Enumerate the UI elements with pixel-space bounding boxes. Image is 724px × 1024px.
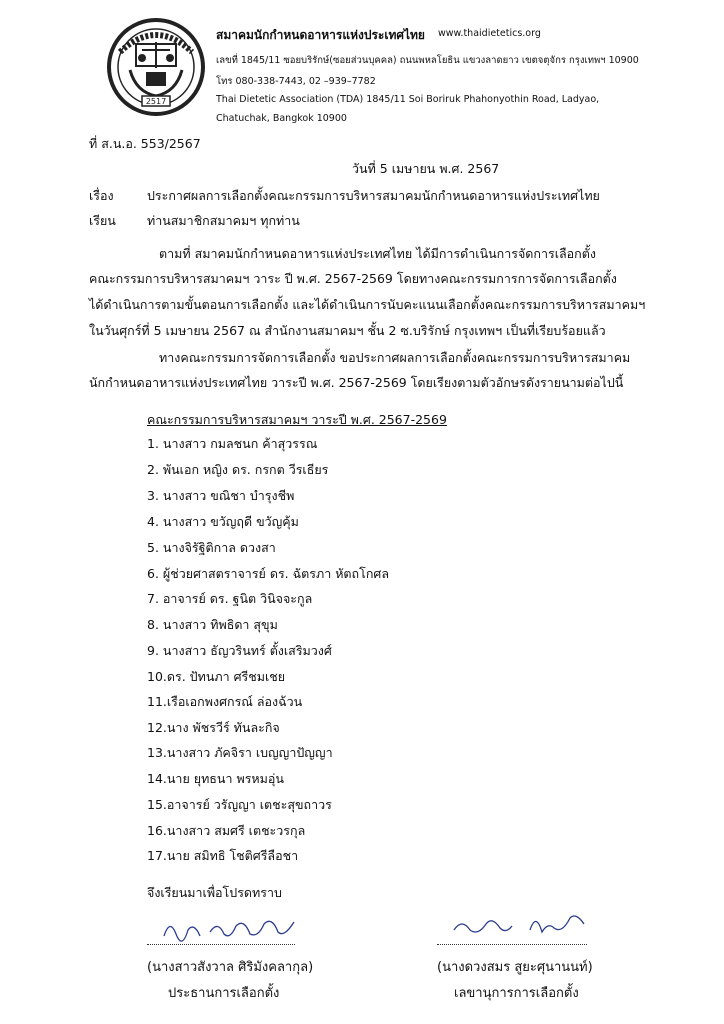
paragraph-1-line-3: ได้ดำเนินการตามขั้นตอนการเลือกตั้ง และได้ดำเนินการนับคะแนนเลือกตั้งคณะกรรมการบริหารสมาคมฯ xyxy=(89,297,646,312)
phone-number: โทร 080-338-7443, 02 –939–7782 xyxy=(216,76,376,87)
website-link[interactable]: www.thaidietetics.org xyxy=(438,28,541,39)
list-item: 14.นาย ยุทธนา พรหมอุ่น xyxy=(147,771,284,786)
reference-number: ที่ ส.น.อ. 553/2567 xyxy=(89,136,201,151)
closing-text: จึงเรียนมาเพื่อโปรดทราบ xyxy=(147,885,282,900)
paragraph-2-line-2: นักกำหนดอาหารแห่งประเทศไทย วาระปี พ.ศ. 2567-2569 โดยเรียงตามตัวอักษรดังรายนามต่อไปนี้ xyxy=(89,375,624,390)
list-item: 9. นางสาว ธัญวรินทร์ ตั้งเสริมวงศ์ xyxy=(147,643,332,658)
address-english-line-2: Chatuchak, Bangkok 10900 xyxy=(216,113,347,124)
paragraph-1-line-1: ตามที่ สมาคมนักกำหนดอาหารแห่งประเทศไทย ได้มีการดำเนินการจัดการเลือกตั้ง xyxy=(159,246,596,261)
org-name-thai: สมาคมนักกำหนดอาหารแห่งประเทศไทย xyxy=(216,28,425,42)
list-item: 12.นาง พัชรวีร์ ทันละกิจ xyxy=(147,720,280,735)
list-item: 4. นางสาว ขวัญฤดี ขวัญคุ้ม xyxy=(147,514,299,529)
right-signature-scribble xyxy=(450,908,590,946)
left-signatory-name: (นางสาวสังวาล ศิริมังคลากุล) xyxy=(147,960,314,975)
subject-label: เรื่อง xyxy=(89,188,114,203)
subject-text: ประกาศผลการเลือกตั้งคณะกรรมการบริหารสมาคมนักกำหนดอาหารแห่งประเทศไทย xyxy=(147,188,600,203)
paragraph-1-line-4: ในวันศุกร์ที่ 5 เมษายน 2567 ณ สำนักงานสมาคมฯ ชั้น 2 ซ.บริรักษ์ กรุงเทพฯ เป็นที่เรียบร้อยแล้ว xyxy=(89,323,606,338)
paragraph-2-line-1: ทางคณะกรรมการจัดการเลือกตั้ง ขอประกาศผลการเลือกตั้งคณะกรรมการบริหารสมาคม xyxy=(159,350,631,365)
paragraph-1-line-2: คณะกรรมการบริหารสมาคมฯ วาระ ปี พ.ศ. 2567-2569 โดยทางคณะกรรมการการจัดการเลือกตั้ง xyxy=(89,271,617,286)
address-thai: เลขที่ 1845/11 ซอยบริรักษ์(ซอยส่วนบุคคล) ถนนพหลโยธิน แขวงลาดยาว เขตจตุจักร กรุงเทพฯ 10900 xyxy=(216,55,639,66)
list-item: 6. ผู้ช่วยศาสตราจารย์ ดร. ฉัตรภา หัตถโกศล xyxy=(147,566,389,581)
list-item: 2. พันเอก หญิง ดร. กรกต วีรเธียร xyxy=(147,462,329,477)
right-signatory-name: (นางดวงสมร สูยะศุนานนท์) xyxy=(437,960,593,975)
right-signatory-title: เลขานุการการเลือกตั้ง xyxy=(454,986,579,1001)
list-item: 13.นางสาว ภัคจิรา เบญญาปัญญา xyxy=(147,745,333,760)
right-signature-line xyxy=(437,944,587,945)
recipient-text: ท่านสมาชิกสมาคมฯ ทุกท่าน xyxy=(147,213,300,228)
list-item: 5. นางจิรัฐิติกาล ดวงสา xyxy=(147,540,276,555)
committee-list-title: คณะกรรมการบริหารสมาคมฯ วาระปี พ.ศ. 2567-2569 xyxy=(147,412,447,427)
document-date: วันที่ 5 เมษายน พ.ศ. 2567 xyxy=(352,161,500,176)
list-item: 15.อาจารย์ วรัญญา เตชะสุขถาวร xyxy=(147,797,332,812)
left-signatory-title: ประธานการเลือกตั้ง xyxy=(168,986,280,1001)
list-item: 3. นางสาว ขณิชา บำรุงชีพ xyxy=(147,488,295,503)
address-english-line-1: Thai Dietetic Association (TDA) 1845/11 Soi Boriruk Phahonyothin Road, Ladyao, xyxy=(216,94,600,105)
recipient-label: เรียน xyxy=(89,213,116,228)
association-seal-logo xyxy=(106,12,206,122)
list-item: 8. นางสาว ทิพธิดา สุขุม xyxy=(147,617,278,632)
left-signature-line xyxy=(147,944,295,945)
list-item: 11.เรือเอกพงศกรณ์ ล่องฉ้วน xyxy=(147,694,303,709)
list-item: 10.ดร. ปัทนภา ศรีชมเชย xyxy=(147,669,286,684)
list-item: 16.นางสาว สมศรี เตชะวรกุล xyxy=(147,823,306,838)
list-item: 7. อาจารย์ ดร. ฐนิต วินิจจะกูล xyxy=(147,591,313,606)
svg-text:2517: 2517 xyxy=(145,97,167,106)
list-item: 1. นางสาว กมลชนก ค้าสุวรรณ xyxy=(147,436,318,451)
list-item: 17.นาย สมิทธิ โชติศรีลือชา xyxy=(147,848,299,863)
